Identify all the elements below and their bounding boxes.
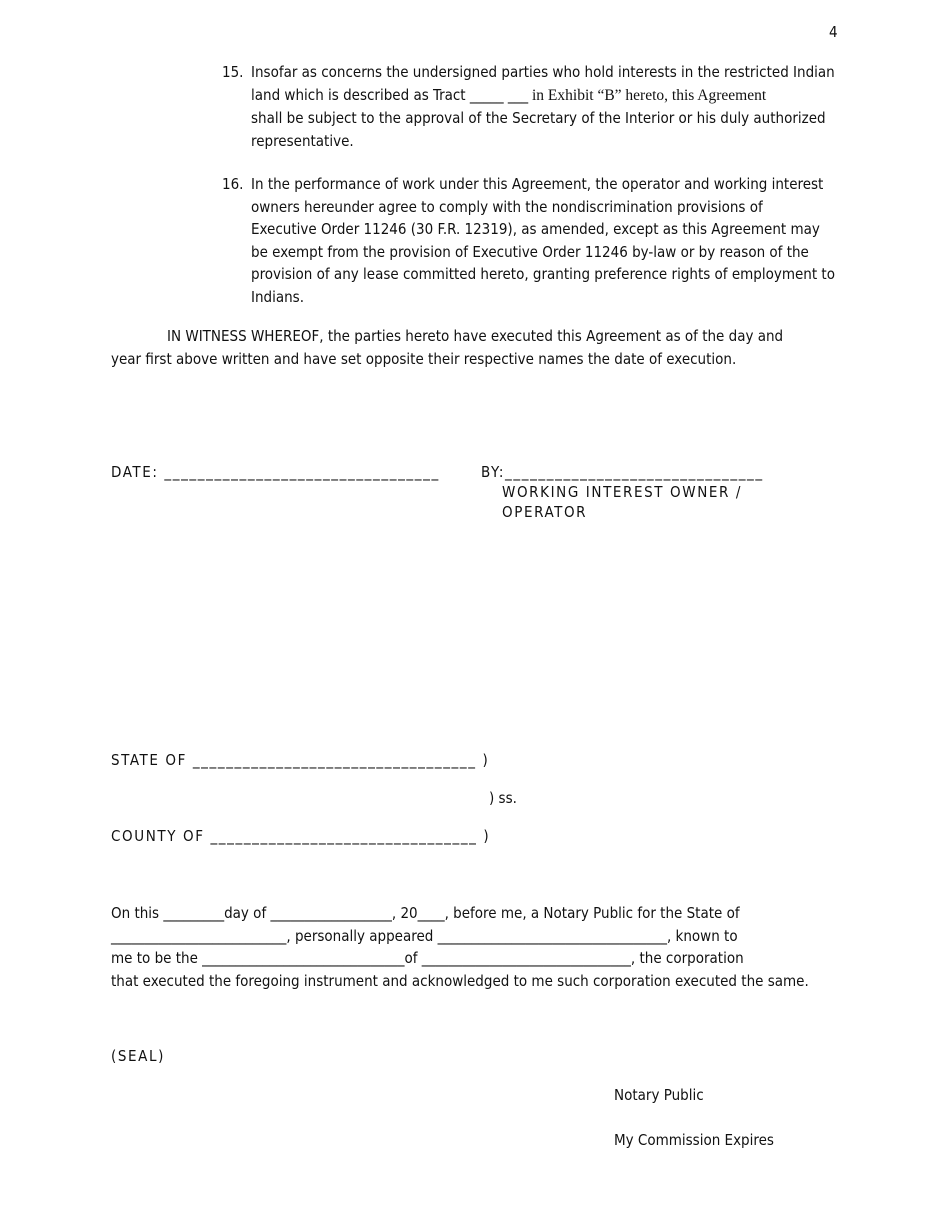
clause-line: [251, 84, 835, 108]
seal-label: (SEAL): [111, 1047, 165, 1065]
exhibit-reference: in Exhibit “B” hereto, this Agreement: [528, 86, 767, 104]
commission-expires-label: My Commission Expires: [614, 1131, 774, 1149]
clause-line: representative.: [251, 131, 354, 150]
signer-role: OPERATOR: [502, 503, 588, 521]
acknowledgment-line: On this _________day of __________________, 20____, before me, a Notary Public for the State of: [111, 904, 740, 922]
notary-acknowledgment: [111, 902, 809, 992]
clause-line: owners hereunder agree to comply with the nondiscrimination provisions of: [251, 197, 763, 216]
signer-role: WORKING INTEREST OWNER /: [502, 483, 743, 501]
state-of-field: STATE OF __________________________________ ): [111, 751, 490, 769]
clause-text: [251, 173, 835, 308]
witness-line: IN WITNESS WHEREOF, the parties hereto have executed this Agreement as of the day and: [167, 327, 784, 345]
notary-public-label: Notary Public: [614, 1086, 704, 1104]
ss-marker: ) ss.: [489, 789, 517, 807]
clause-number: 16.: [222, 175, 244, 193]
clause-line: In the performance of work under this Agreement, the operator and working interest: [251, 175, 824, 193]
clause-line: provision of any lease committed hereto, granting preference rights of employment to: [251, 265, 835, 283]
page-number: 4: [829, 23, 838, 41]
date-field: DATE: _________________________________: [111, 463, 440, 481]
clause-line: Indians.: [251, 287, 304, 306]
clause-number: 15.: [222, 63, 244, 81]
acknowledgment-line: me to be the ______________________________of _______________________________, the corporation: [111, 949, 744, 967]
acknowledgment-line: that executed the foregoing instrument and acknowledged to me such corporation executed the same.: [111, 971, 809, 990]
clause-line: Insofar as concerns the undersigned parties who hold interests in the restricted Indian: [251, 63, 835, 81]
clause-line: be exempt from the provision of Executive Order 11246 by-law or by reason of the: [251, 242, 809, 261]
witness-line: year first above written and have set opposite their respective names the date of execution.: [111, 349, 737, 368]
by-signature-field: BY:_______________________________: [481, 463, 764, 481]
witness-paragraph: [111, 325, 783, 370]
acknowledgment-line: __________________________, personally appeared __________________________________, known to: [111, 926, 738, 945]
county-of-field: COUNTY OF ________________________________ ): [111, 827, 491, 845]
clause-line: shall be subject to the approval of the Secretary of the Interior or his duly authorized: [251, 109, 826, 127]
clause-line: Executive Order 11246 (30 F.R. 12319), as amended, except as this Agreement may: [251, 220, 820, 238]
tract-blank-text: land which is described as Tract _____ ___: [251, 85, 529, 104]
clause-text: [251, 61, 835, 152]
